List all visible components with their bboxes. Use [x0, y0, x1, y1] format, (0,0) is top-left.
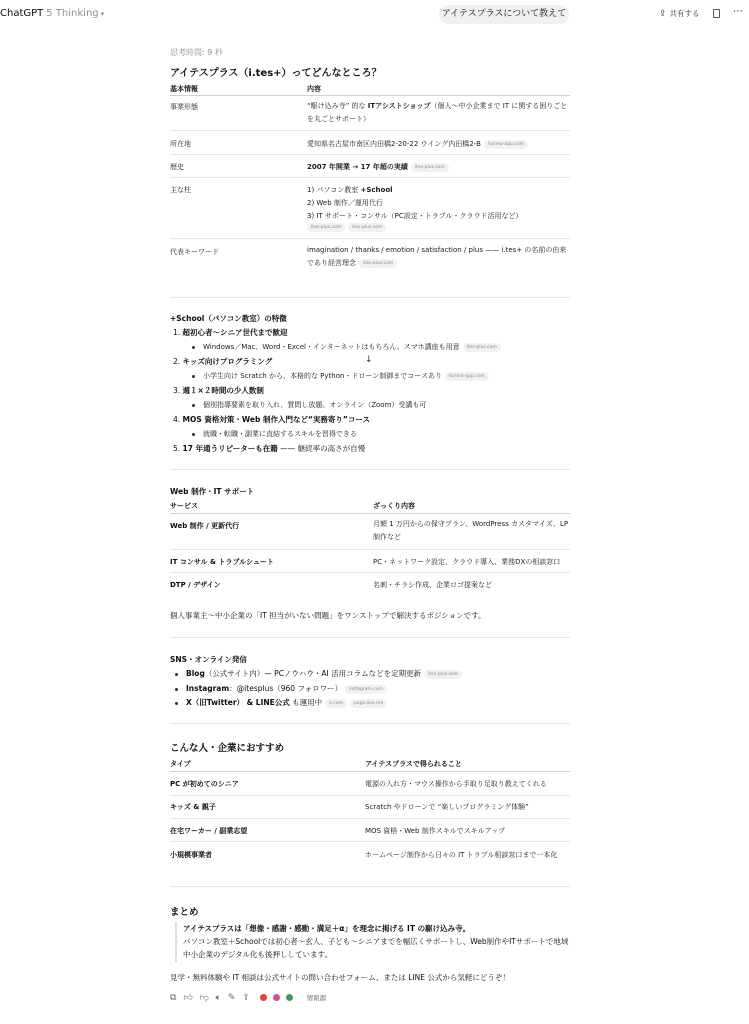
thinking-time[interactable]: 思考時間: 9 秒 [170, 48, 223, 57]
recommend-header-type: タイプ [170, 760, 191, 768]
divider [170, 513, 570, 514]
info-header-label: 基本情報 [170, 85, 198, 93]
divider [170, 572, 570, 573]
info-row-label: 事業形態 [170, 103, 198, 111]
share-label: 共有する [669, 9, 700, 18]
info-row-label: 代表キーワード [170, 248, 219, 256]
list-item: 2. キッズ向けプログラミング [173, 357, 273, 366]
info-row-value: “駆け込み寺” 的な ITアシストショップ（個人〜中小企業まで IT に関する困りごとを丸ごとサポート） [307, 102, 568, 123]
info-row-value: 1) パソコン教室 +School [307, 186, 393, 194]
info-row-value: 2) Web 制作／運用代行 [307, 199, 383, 207]
more-icon[interactable]: ⋯ [733, 6, 743, 17]
source-chip[interactable]: ites-plus.com [463, 343, 501, 352]
recommend-row-benefit: Scratch やドローンで “楽しいプログラミング体験” [365, 803, 529, 811]
source-chip[interactable]: page.line.me [350, 699, 387, 708]
source-chip[interactable]: ites-plus.com [348, 223, 386, 232]
source-chip[interactable]: furimo-app.com [445, 372, 489, 381]
edit-icon[interactable]: ✎ [227, 993, 236, 1003]
source-chips [304, 223, 386, 232]
list-subitem: 就職・転職・副業に直結するスキルを習得できる [192, 429, 357, 439]
divider [170, 130, 570, 131]
list-item: X（旧Twitter） & LINE公式 も運用中 x.com page.line.me [175, 697, 387, 708]
share-button[interactable] [659, 8, 700, 19]
divider [170, 154, 570, 155]
section-divider [170, 469, 570, 470]
source-favicon-icon [272, 993, 281, 1002]
scroll-down-arrow-icon[interactable]: ↓ [365, 355, 373, 365]
info-row-value: imagination / thanks / emotion / satisfaction / plus —— i.tes+ の名前の由来であり経営理念 ites-plus.com [307, 246, 567, 267]
recommend-row-benefit: MOS 資格・Web 制作スキルでスキルアップ [365, 827, 506, 835]
list-item: Blog（公式サイト内）— PCノウハウ・AI 活用コラムなどを定期更新 ites-plus.com [175, 668, 462, 679]
divider [170, 549, 570, 550]
top-bar [0, 0, 749, 28]
info-header-value: 内容 [307, 85, 321, 93]
info-row-value: 愛知県名古屋市南区内田橋2-20-22 ウイング内田橋2-B furimo-app.com [307, 139, 528, 149]
section-divider [170, 723, 570, 724]
thumbs-down-icon[interactable]: 👎︎ [199, 993, 209, 1003]
source-chip[interactable]: ites-plus.com [424, 670, 462, 679]
sources-button[interactable] [259, 993, 330, 1003]
sources-label: 情報源 [306, 994, 327, 1002]
web-header-service: サービス [170, 502, 198, 510]
brand-label: ChatGPT [0, 8, 44, 19]
source-chip[interactable]: instagram.com [345, 685, 387, 694]
school-heading: +School（パソコン教室）の特徴 [170, 314, 287, 323]
section-divider [170, 886, 570, 887]
chevron-down-icon: ▾ [100, 10, 105, 18]
recommend-row-benefit: 電源の入れ方・マウス操作から手取り足取り教えてくれる [365, 780, 547, 788]
notes-icon[interactable] [713, 9, 720, 18]
list-item: 3. 週１×２時間の少人数制 [173, 386, 264, 395]
source-chip[interactable]: ites-plus.com [359, 259, 397, 268]
list-item: 4. MOS 資格対策・Web 制作入門など“実務寄り”コース [173, 415, 370, 424]
web-row-service: Web 制作 / 更新代行 [170, 522, 240, 530]
web-heading: Web 制作・IT サポート [170, 487, 255, 496]
recommend-heading: こんな人・企業におすすめ [170, 743, 285, 754]
divider [170, 795, 570, 796]
section-divider [170, 637, 570, 638]
list-subitem: 個別指導要素を取り入れ、質問し放題。オンライン（Zoom）受講も可 [192, 400, 426, 410]
copy-icon[interactable]: ⧉ [170, 993, 177, 1003]
conversation-title-pill[interactable]: アイテスプラスについて教えて [439, 5, 569, 24]
page-title: アイテスプラス（i.tes+）ってどんなところ？ [170, 68, 382, 79]
list-item: 1. 超初心者〜シニア世代まで歓迎 [173, 328, 288, 337]
web-row-desc: 名刺・チラシ作成、企業ロゴ提案など [373, 581, 492, 589]
recommend-row-benefit: ホームページ制作から日々の IT トラブル相談窓口まで一本化 [365, 851, 558, 859]
recommend-row-type: PC が初めてのシニア [170, 780, 239, 788]
summary-quote: アイテスプラスは「想像・感謝・感動・満足＋α」を理念に掲げる IT の駆け込み寺。 パソコン教室＋Schoolでは初心者〜玄人、子ども〜シニアまでを幅広くサポートし、Web制作やITサポートで地域中小企業のデジタル化も後押ししています。 [183, 924, 569, 959]
share-icon[interactable]: ⇪ [242, 993, 250, 1003]
web-row-service: IT コンサル & トラブルシュート [170, 558, 274, 566]
info-row-label: 歴史 [170, 163, 184, 171]
recommend-row-type: キッズ & 親子 [170, 803, 216, 811]
model-version: 5 Thinking [46, 8, 99, 19]
quote-bar [175, 922, 177, 962]
list-subitem: 小学生向け Scratch から、本格的な Python・ドローン制御までコースあり furimo-app.com [192, 371, 489, 381]
recommend-header-benefit: アイテスプラスで得られること [365, 760, 462, 768]
source-chip[interactable]: ites-plus.com [411, 163, 449, 172]
divider [170, 771, 570, 772]
list-item: 5. 17 年通うリピーターも在籍 —— 継続率の高さが自慢 [173, 444, 366, 453]
divider [170, 841, 570, 842]
web-row-desc: 月額 1 万円からの保守プラン、WordPress カスタマイズ、LP 制作など [373, 520, 569, 541]
info-row-value: 2007 年開業 → 17 年超の実績 ites-plus.com [307, 162, 449, 172]
thumbs-up-icon[interactable]: 👍︎ [183, 993, 193, 1003]
web-summary: 個人事業主〜中小企業の「IT 担当がいない問題」をワンストップで解決するポジションです。 [170, 611, 486, 620]
recommend-row-type: 小規模事業者 [170, 851, 212, 859]
web-header-desc: ざっくり内容 [373, 502, 415, 510]
message-action-bar [170, 993, 334, 1003]
divider [170, 95, 570, 96]
model-selector[interactable] [0, 8, 104, 19]
speaker-icon[interactable]: 🔈︎ [215, 993, 222, 1003]
source-chip[interactable]: x.com [325, 699, 347, 708]
list-subitem: Windows／Mac、Word・Excel・インターネットはもちろん、スマホ講座も用意 ites-plus.com [192, 342, 501, 352]
info-row-value: 3) IT サポート・コンサル（PC設定・トラブル・クラウド活用など） [307, 212, 523, 220]
recommend-row-type: 在宅ワーカー / 副業志望 [170, 827, 248, 835]
sns-heading: SNS・オンライン発信 [170, 655, 247, 664]
divider [170, 238, 570, 239]
info-row-label: 主な柱 [170, 186, 191, 194]
summary-heading: まとめ [170, 907, 199, 918]
web-row-service: DTP / デザイン [170, 581, 221, 589]
list-item: Instagram：@itesplus（960 フォロワー） instagram.com [175, 683, 387, 694]
source-favicon-icon [285, 993, 294, 1002]
source-favicon-icon [259, 993, 268, 1002]
section-divider [170, 297, 570, 298]
source-chip[interactable]: ites-plus.com [307, 223, 345, 232]
web-row-desc: PC・ネットワーク設定、クラウド導入、業務DXの相談窓口 [373, 558, 561, 566]
summary-closing: 見学・無料体験や IT 相談は公式サイトの問い合わせフォーム、または LINE 公式から気軽にどうぞ！ [170, 973, 510, 982]
divider [170, 177, 570, 178]
share-icon: ⇪ [659, 9, 667, 19]
info-row-label: 所在地 [170, 140, 191, 148]
source-chip[interactable]: furimo-app.com [484, 140, 528, 149]
divider [170, 818, 570, 819]
